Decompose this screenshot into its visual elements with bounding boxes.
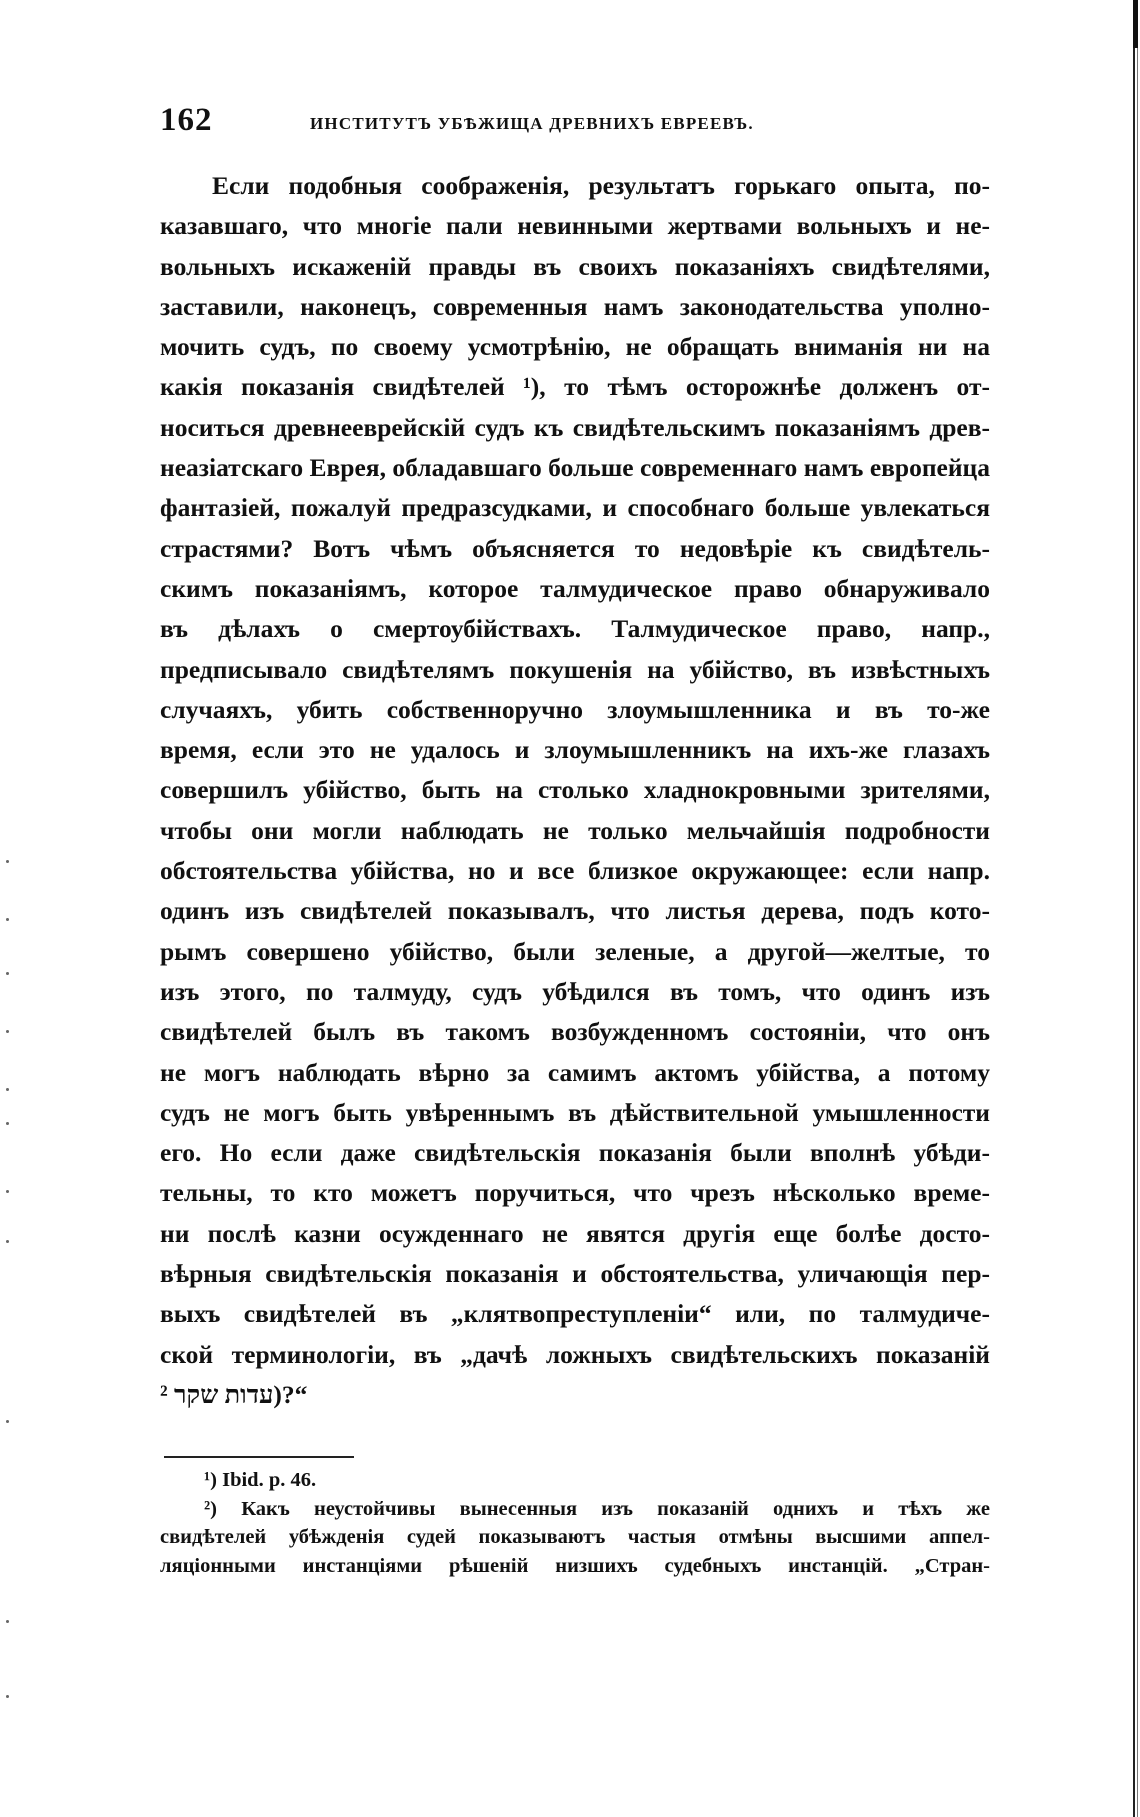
text-line: ни послѣ казни осужденнаго не явятся другія еще болѣе досто-	[160, 1218, 990, 1248]
footnote-rule	[164, 1456, 354, 1458]
running-head: ИНСТИТУТЪ УБѢЖИЩА ДРЕВНИХЪ ЕВРЕЕВЪ.	[310, 114, 754, 133]
text-line: изъ этого, по талмуду, судъ убѣдился въ томъ, что одинъ изъ	[160, 976, 990, 1006]
text-line: одинъ изъ свидѣтелей показывалъ, что листья дерева, подъ кото-	[160, 896, 990, 926]
text-line: предписывало свидѣтелямъ покушенія на убійство, въ извѣстныхъ	[160, 654, 990, 684]
text-line: рымъ совершено убійство, были зеленые, а другой—желтые, то	[160, 936, 990, 966]
text-line: носиться древнееврейскій судъ къ свидѣтельскимъ показаніямъ древ-	[160, 412, 990, 442]
text-line: вѣрныя свидѣтельскія показанія и обстоятельства, уличающія пер-	[160, 1259, 990, 1289]
text-line: какія показанія свидѣтелей ¹), то тѣмъ осторожнѣе долженъ от-	[160, 372, 990, 402]
main-text	[160, 166, 990, 1415]
text-line: время, если это не удалось и злоумышленникъ на ихъ-же глазахъ	[160, 735, 990, 765]
footnote-line: ¹) Ibid. p. 46.	[204, 1469, 317, 1491]
text-line: Если подобныя соображенія, результатъ горькаго опыта, по-	[212, 171, 990, 200]
page-number: 162	[160, 102, 213, 138]
text-line: фантазіей, пожалуй предразсудками, и способнаго больше увлекаться	[160, 493, 990, 523]
binding-edge	[1133, 0, 1138, 1817]
text-line: чтобы они могли наблюдать не только мельчайшія подробности	[160, 815, 990, 845]
text-line: тельны, то кто можетъ поручиться, что чрезъ нѣсколько време-	[160, 1178, 990, 1208]
text-line: заставили, наконецъ, современныя намъ законодательства уполно-	[160, 291, 990, 321]
text-line: его. Но если даже свидѣтельскія показанія были вполнѣ убѣди-	[160, 1138, 990, 1168]
text-line: судъ не могъ быть увѣреннымъ въ дѣйствительной умышленности	[160, 1097, 990, 1127]
footnote-line: свидѣтелей убѣжденія судей показываютъ частыя отмѣны высшими аппел-	[160, 1526, 990, 1548]
text-line: ской терминологіи, въ „дачѣ ложныхъ свидѣтельскихъ показаній	[160, 1339, 990, 1369]
footnote-line: ²) Какъ неустойчивы вынесенныя изъ показаній однихъ и тѣхъ же	[204, 1497, 990, 1520]
text-line: случаяхъ, убить собственноручно злоумышленника и въ то-же	[160, 694, 990, 724]
scan-specks	[4, 860, 16, 1760]
text-line: страстями? Вотъ чѣмъ объясняется то недовѣріе къ свидѣтель-	[160, 533, 990, 563]
text-line: неазіатскаго Еврея, обладавшаго больше современнаго намъ европейца	[160, 453, 990, 483]
page-header	[160, 102, 990, 142]
footnotes	[160, 1466, 990, 1580]
footnote-line: ляціонными инстанціями рѣшеній низшихъ судебныхъ инстанцій. „Стран-	[160, 1554, 990, 1577]
text-line: скимъ показаніямъ, которое талмудическое право обнаруживало	[160, 573, 990, 603]
text-line: выхъ свидѣтелей въ „клятвопреступленіи“ или, по талмудиче-	[160, 1299, 990, 1329]
text-line-hebrew: עדות שקר ²)?“	[160, 1379, 308, 1409]
text-line: въ дѣлахъ о смертоубійствахъ. Талмудическое право, напр.,	[160, 614, 990, 644]
text-line: свидѣтелей былъ въ такомъ возбужденномъ состояніи, что онъ	[160, 1017, 990, 1047]
text-line: обстоятельства убійства, но и все близкое окружающее: если напр.	[160, 856, 990, 886]
text-line: вольныхъ искаженій правды въ своихъ показаніяхъ свидѣтелями,	[160, 251, 990, 281]
text-line: совершилъ убійство, быть на столько хладнокровными зрителями,	[160, 775, 990, 805]
text-line: казавшаго, что многіе пали невинными жертвами вольныхъ и не-	[160, 211, 990, 241]
text-line: мочить судъ, по своему усмотрѣнію, не обращать вниманія ни на	[160, 332, 990, 362]
text-line: не могъ наблюдать вѣрно за самимъ актомъ убійства, а потому	[160, 1057, 990, 1087]
